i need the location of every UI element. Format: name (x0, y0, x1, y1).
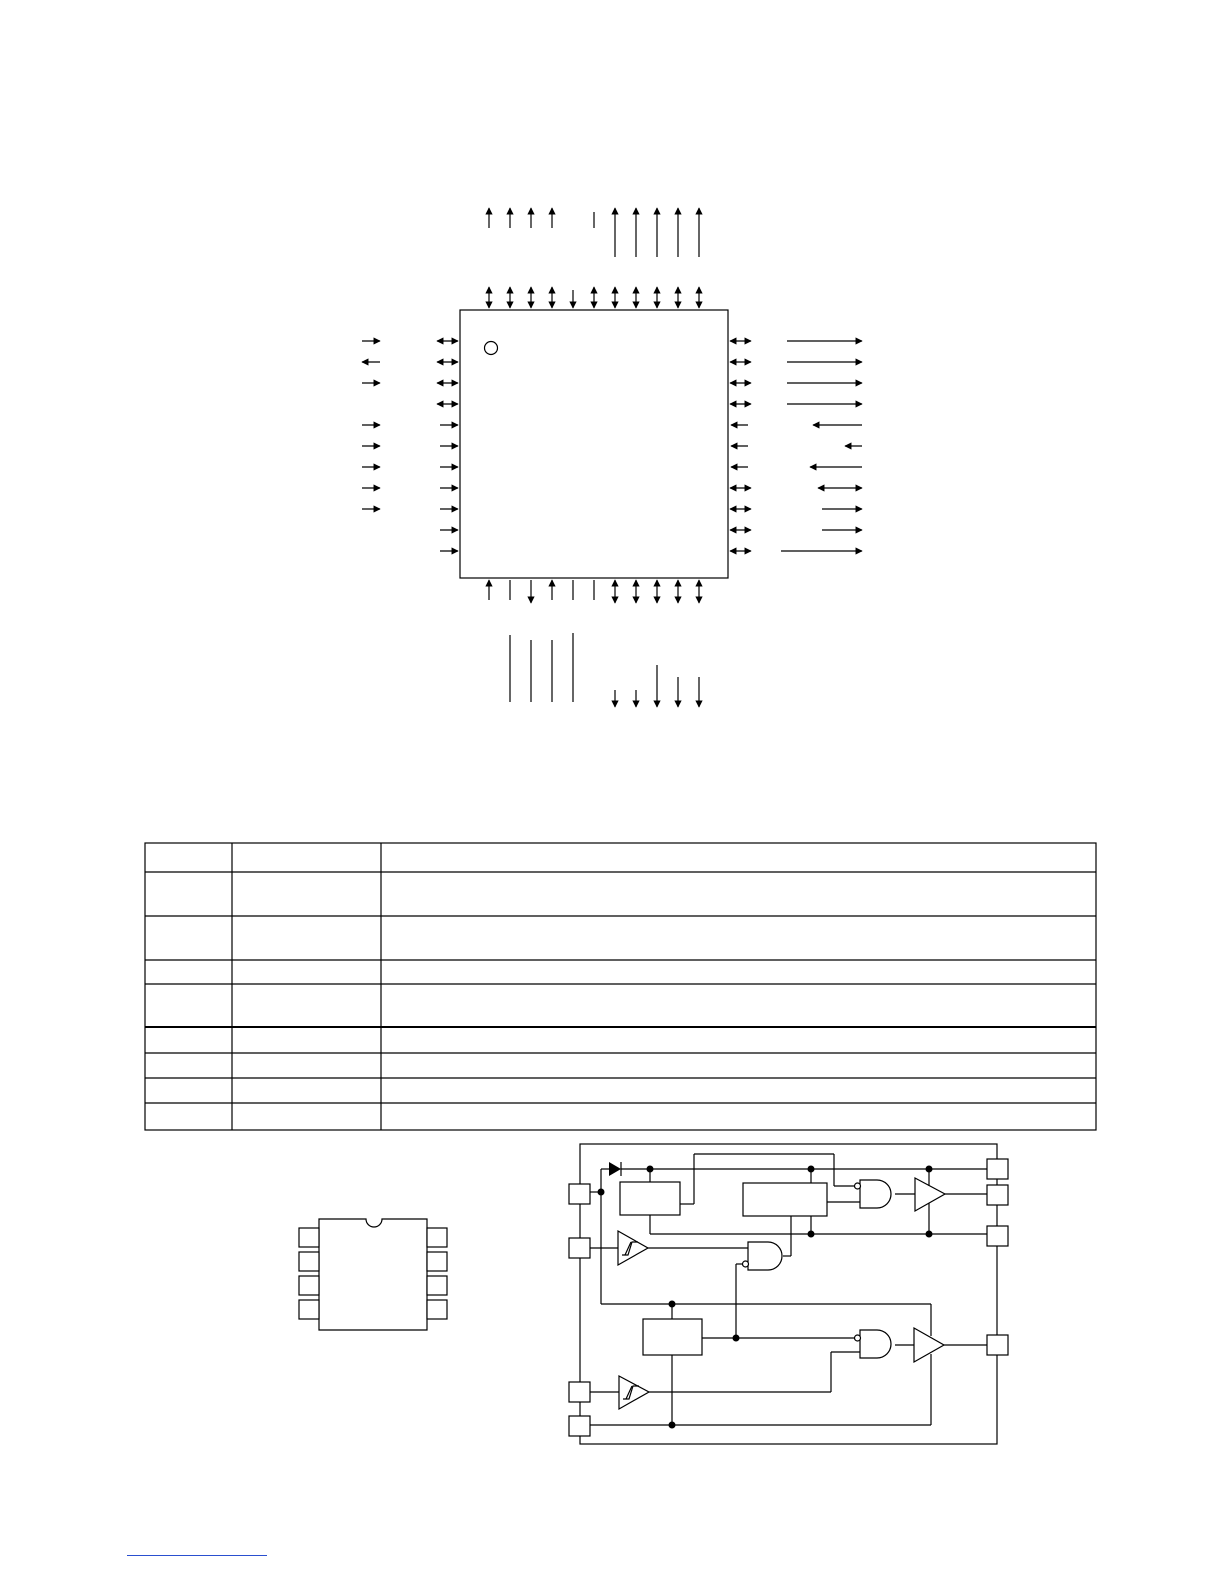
logic-block-2 (743, 1183, 827, 1216)
logic-block-1 (620, 1182, 680, 1215)
dip8-right-pins (427, 1228, 447, 1319)
and-gate-lower (831, 1330, 914, 1358)
nand-gate-middle (736, 1242, 782, 1338)
pin-table (145, 843, 1096, 1130)
qfp-left-pins (437, 341, 458, 551)
block-diagram (569, 1144, 1008, 1444)
qfp-right-pins (730, 341, 751, 551)
qfp-bottom-pins (489, 580, 699, 603)
qfp-bottom-signals (510, 633, 699, 707)
qfp-left-signals (362, 341, 380, 509)
qfp-right-signals (781, 341, 862, 551)
dip8-body (319, 1219, 427, 1330)
diode-symbol (609, 1162, 621, 1176)
schmitt-trigger-1 (590, 1231, 748, 1265)
qfp-package-diagram (362, 208, 862, 707)
qfp-top-signals (489, 208, 699, 257)
qfp-top-pins (489, 287, 699, 308)
and-gate-upper (855, 1180, 916, 1208)
qfp-body (460, 310, 728, 578)
schmitt-trigger-2 (590, 1352, 831, 1409)
dip8-left-pins (299, 1228, 319, 1319)
buffer-upper (915, 1169, 987, 1234)
dip8-package (299, 1219, 447, 1330)
logic-block-3 (643, 1319, 702, 1355)
footer-link[interactable] (127, 1555, 267, 1556)
buffer-lower (914, 1328, 987, 1425)
